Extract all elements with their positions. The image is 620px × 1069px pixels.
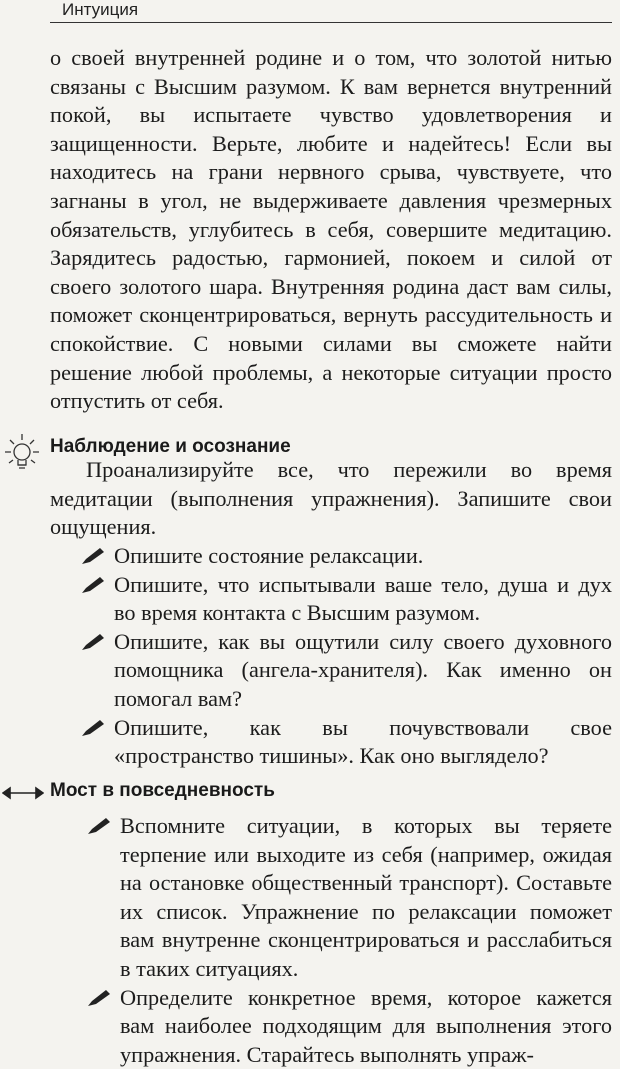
section1-list <box>80 542 612 771</box>
list-item <box>86 812 612 984</box>
list-item-text: Определите конкретное время, которое кажется вам наиболее подходящим для выполнения этого упражнения. Старайтесь выполнять упраж- <box>120 984 612 1067</box>
pencil-icon <box>86 816 112 836</box>
pencil-icon <box>86 988 112 1008</box>
lightbulb-icon <box>4 432 40 476</box>
list-item-text: Опишите, как вы почувствовали свое «пространство тишины». Как оно выглядело? <box>114 714 612 769</box>
section2-list <box>86 812 612 1069</box>
section-heading-observation: Наблюдение и осознание <box>50 436 291 457</box>
list-item-text: Опишите, как вы ощутили силу своего духовного помощника (ангела-хранителя). Как именно он помогал вам? <box>114 628 612 711</box>
pencil-icon <box>80 632 106 652</box>
section1-paragraph: Проанализируйте все, что пережили во время медитации (выполнения упражнения). Запишите свои ощущения. <box>50 457 612 540</box>
list-item <box>80 542 612 571</box>
list-item <box>80 714 612 771</box>
list-item-text: Опишите состояние релаксации. <box>114 543 424 568</box>
section-heading-bridge: Мост в повседневность <box>50 780 275 801</box>
header-rule <box>50 22 612 23</box>
list-item <box>80 571 612 628</box>
pencil-icon <box>80 575 106 595</box>
list-item-text: Опишите, что испытывали ваше тело, душа и дух во время контакта с Высшим разумом. <box>114 571 612 626</box>
intro-paragraph: о своей внутренней родине и о том, что золотой нитью связаны с Высшим разумом. К вам вернется внутренний покой, вы испытаете чувство удовлетворения и защищенности. Верьте, любите и надейтесь! Если вы находитесь на грани нервного срыва, чувствуете, что загнаны в угол, не выдерживаете давления чрезмерных обязательств, углубитесь в себя, совершите медитацию. Зарядитесь радостью, гармонией, покоем и силой от своего золотого шара. Внутренняя родина даст вам силы, поможет сконцентрироваться, вернуть рассудительность и спокойствие. С новыми силами вы сможете найти решение любой проблемы, а некоторые ситуации просто отпустить от себя. <box>50 45 612 414</box>
pencil-icon <box>80 718 106 738</box>
running-head: Интуиция <box>62 0 139 19</box>
list-item <box>86 984 612 1069</box>
double-arrow-icon <box>2 786 44 800</box>
list-item-text: Вспомните ситуации, в которых вы теряете терпение или выходите из себя (например, ожидая на остановке общественный транспорт). Составьте их список. Упражнение по релаксации поможет вам внутренне сконцентрироваться и расслабиться в таких ситуациях. <box>120 813 612 981</box>
list-item <box>80 628 612 714</box>
pencil-icon <box>80 546 106 566</box>
